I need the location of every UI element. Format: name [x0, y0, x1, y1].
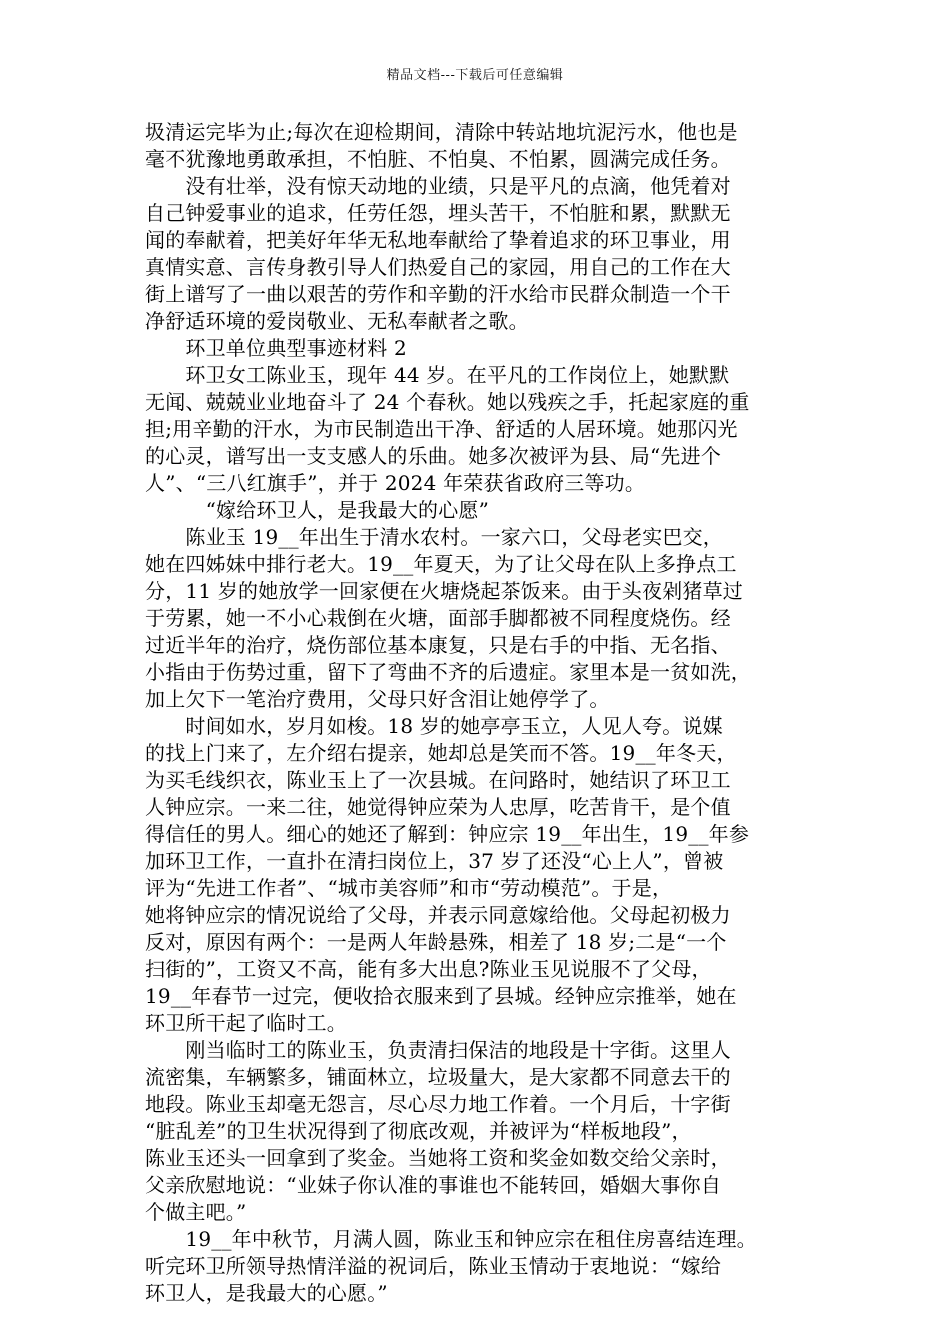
text-line: 过近半年的治疗，烧伤部位基本康复，只是右手的中指、无名指、: [145, 633, 731, 657]
text-line: 陈业玉还头一回拿到了奖金。当她将工资和奖金如数交给父亲时，: [145, 1146, 731, 1170]
text-line: 环卫所干起了临时工。: [145, 1011, 347, 1035]
text-line: 无闻、兢兢业业地奋斗了 24 个春秋。她以残疾之手，托起家庭的重: [145, 390, 750, 414]
text-line: 人钟应宗。一来二往，她觉得钟应荣为人忠厚，吃苦肯干，是个值: [145, 795, 731, 819]
text-line: 环卫单位典型事迹材料 2: [145, 336, 407, 360]
text-line: 为买毛线织衣，陈业玉上了一次县城。在问路时，她结识了环卫工: [145, 768, 731, 792]
text-line: 时间如水，岁月如梭。18 岁的她亭亭玉立，人见人夸。说媒: [145, 714, 723, 738]
text-line: 的找上门来了，左介绍右提亲，她却总是笑而不答。19__年冬天，: [145, 741, 737, 765]
text-line: 刚当临时工的陈业玉，负责清扫保洁的地段是十字街。这里人: [145, 1038, 731, 1062]
text-line: 环卫人，是我最大的心愿。”: [145, 1281, 388, 1305]
text-line: 流密集，车辆繁多，铺面林立，垃圾量大，是大家都不同意去干的: [145, 1065, 731, 1089]
text-line: 她将钟应宗的情况说给了父母，并表示同意嫁给他。父母起初极力: [145, 903, 731, 927]
text-line: 加环卫工作，一直扑在清扫岗位上，37 岁了还没“心上人”，曾被: [145, 849, 724, 873]
text-line: 小指由于伤势过重，留下了弯曲不齐的后遗症。家里本是一贫如洗，: [145, 660, 751, 684]
text-line: 19__年春节一过完，便收拾衣服来到了县城。经钟应宗推举，她在: [145, 984, 737, 1008]
text-line: 于劳累，她一不小心栽倒在火塘，面部手脚都被不同程度烧伤。经: [145, 606, 731, 630]
text-line: 闻的奉献着，把美好年华无私地奉献给了挚着追求的环卫事业，用: [145, 228, 731, 252]
text-line: 人”、“三八红旗手”，并于 2024 年荣获省政府三等功。: [145, 471, 646, 495]
text-line: “嫁给环卫人，是我最大的心愿”: [145, 498, 490, 522]
text-line: 自己钟爱事业的追求，任劳任怨，埋头苦干，不怕脏和累，默默无: [145, 201, 731, 225]
text-line: 毫不犹豫地勇敢承担，不怕脏、不怕臭、不怕累，圆满完成任务。: [145, 147, 731, 171]
text-line: 父亲欣慰地说：“业妹子你认准的事谁也不能转回，婚姻大事你自: [145, 1173, 722, 1197]
text-line: 得信任的男人。细心的她还了解到：钟应宗 19__年出生，19__年参: [145, 822, 750, 846]
text-line: 圾清运完毕为止;每次在迎检期间，清除中转站地坑泥污水，他也是: [145, 120, 738, 144]
text-line: 的心灵，谱写出一支支感人的乐曲。她多次被评为县、局“先进个: [145, 444, 722, 468]
text-line: 19__年中秋节，月满人圆，陈业玉和钟应宗在租住房喜结连理。: [145, 1227, 757, 1251]
text-line: 环卫女工陈业玉，现年 44 岁。在平凡的工作岗位上，她默默: [145, 363, 730, 387]
text-line: 担;用辛勤的汗水，为市民制造出干净、舒适的人居环境。她那闪光: [145, 417, 738, 441]
text-line: 没有壮举，没有惊天动地的业绩，只是平凡的点滴，他凭着对: [145, 174, 731, 198]
text-line: 评为“先进工作者”、“城市美容师”和市“劳动模范”。于是，: [145, 876, 673, 900]
text-line: 分，11 岁的她放学一回家便在火塘烧起茶饭来。由于头夜剁猪草过: [145, 579, 744, 603]
text-line: 扫街的”，工资又不高，能有多大出息?陈业玉见说服不了父母，: [145, 957, 712, 981]
text-line: 加上欠下一笔治疗费用，父母只好含泪让她停学了。: [145, 687, 610, 711]
text-line: 陈业玉 19__年出生于清水农村。一家六口，父母老实巴交，: [145, 525, 724, 549]
page-header: 精品文档---下载后可任意编辑: [386, 68, 564, 83]
text-line: “脏乱差”的卫生状况得到了彻底改观，并被评为“样板地段”，: [145, 1119, 692, 1143]
text-line: 地段。陈业玉却毫无怨言，尽心尽力地工作着。一个月后，十字街: [145, 1092, 731, 1116]
text-line: 街上谱写了一曲以艰苦的劳作和辛勤的汗水给市民群众制造一个干: [145, 282, 731, 306]
text-line: 听完环卫所领导热情洋溢的祝词后，陈业玉情动于衷地说：“嫁给: [145, 1254, 722, 1278]
text-line: 个做主吧。”: [145, 1200, 247, 1224]
text-line: 反对，原因有两个：一是两人年龄悬殊，相差了 18 岁;二是“一个: [145, 930, 727, 954]
text-line: 真情实意、言传身教引导人们热爱自己的家园，用自己的工作在大: [145, 255, 731, 279]
document-body: [145, 119, 805, 1307]
text-line: 净舒适环境的爱岗敬业、无私奉献者之歌。: [145, 309, 529, 333]
text-line: 她在四姊妹中排行老大。19__年夏天，为了让父母在队上多挣点工: [145, 552, 737, 576]
